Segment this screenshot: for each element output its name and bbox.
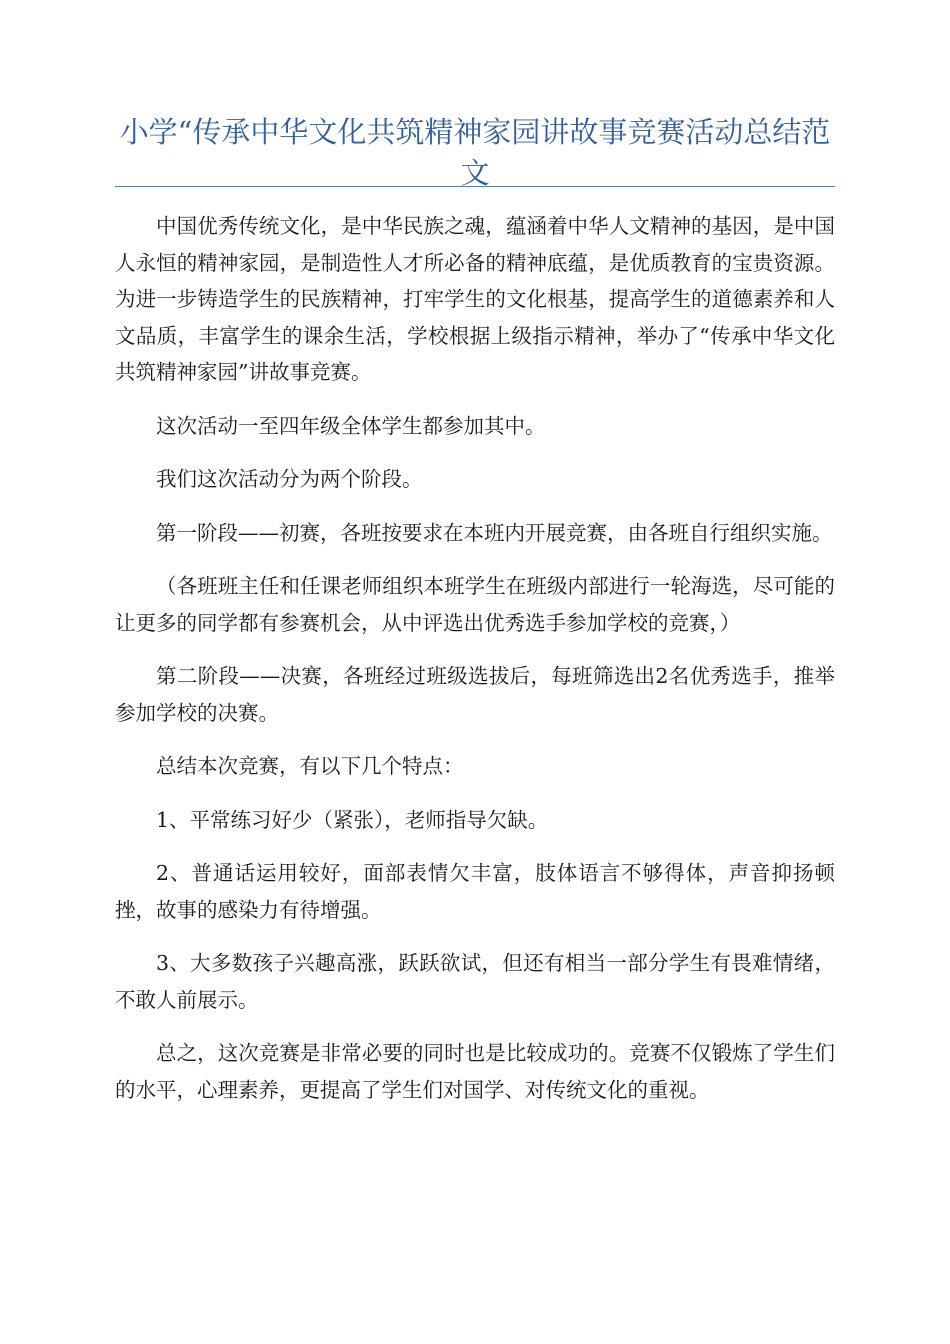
paragraph-participants: 这次活动一至四年级全体学生都参加其中。 [156,413,546,438]
paragraph-stages: 我们这次活动分为两个阶段。 [156,467,423,491]
paragraph-intro: 中国优秀传统文化，是中华民族之魂，蕴涵着中华人文精神的基因，是中国人永恒的精神家园，是制造性人才所必备的精神底蕴，是优质教育的宝贵资源。为进一步铸造学生的民族精神，打牢学生的文化根基，提高学生的道德素养和人文品质，丰富学生的课余生活，学校根据上级指示精神，举办了“传承中华文化共筑精神家园”讲故事竞赛。 [115,214,835,384]
paragraph-point-1: 1、平常练习好少（紧张），老师指导欠缺。 [156,807,549,832]
paragraph-conclusion: 总之，这次竞赛是非常必要的同时也是比较成功的。竞赛不仅锻炼了学生们的水平，心理素养，更提高了学生们对国学、对传统文化的重视。 [115,1041,835,1102]
title-underline [115,186,835,187]
paragraph-stage-one-note: （各班班主任和任课老师组织本班学生在班级内部进行一轮海选，尽可能的让更多的同学都有参赛机会，从中评选出优秀选手参加学校的竞赛，） [115,574,835,635]
paragraph-point-3: 3、大多数孩子兴趣高涨，跃跃欲试，但还有相当一部分学生有畏难情绪，不敢人前展示。 [115,951,835,1012]
paragraph-point-2: 2、普通话运用较好，面部表情欠丰富，肢体语言不够得体，声音抑扬顿挫，故事的感染力有待增强。 [115,861,835,922]
paragraph-stage-one: 第一阶段——初赛，各班按要求在本班内开展竞赛，由各班自行组织实施。 [156,520,833,545]
document-title: 小学“传承中华文化共筑精神家园讲故事竞赛活动总结范文 [119,115,831,190]
document-body [115,208,835,1125]
paragraph-summary-intro: 总结本次竞赛，有以下几个特点： [156,754,464,778]
paragraph-stage-two: 第二阶段——决赛，各班经过班级选拔后，每班筛选出2名优秀选手，推举参加学校的决赛。 [115,664,835,725]
